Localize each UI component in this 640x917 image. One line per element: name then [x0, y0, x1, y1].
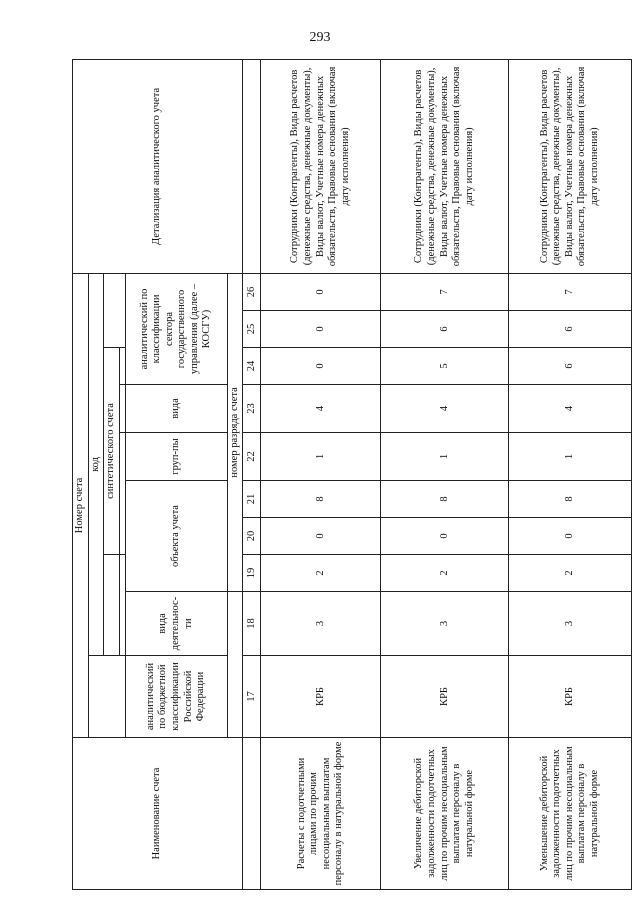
- row-value: 6: [509, 311, 632, 348]
- header-blank-cell: [88, 656, 125, 738]
- row-value: 0: [261, 273, 381, 310]
- table-row: [381, 59, 509, 889]
- header-synthetic: синтетического счета: [104, 348, 120, 555]
- row-account-name: Уменьшение дебиторской задолженности подотчетных лиц по прочим несоциальным выплатам персоналу в натуральной форме: [509, 738, 632, 890]
- header-account-name: Наименование счета: [73, 738, 243, 890]
- row-value: КРБ: [381, 656, 509, 738]
- row-value: 6: [509, 348, 632, 385]
- row-value: КРБ: [509, 656, 632, 738]
- column-number: 19: [243, 555, 261, 592]
- row-value: 2: [261, 555, 381, 592]
- row-value: 8: [509, 481, 632, 518]
- column-number: 26: [243, 273, 261, 310]
- header-digit-label: номер разряда счета: [227, 273, 243, 591]
- row-detail: Сотрудники (Контрагенты), Виды расчетов (денежные средства, денежные документы), Виды валют, Учетные номера денежных обязательств, Правовые основания (включая дату исполнения): [509, 59, 632, 273]
- row-value: КРБ: [261, 656, 381, 738]
- header-blank-cell: [104, 555, 120, 656]
- header-code: код: [88, 273, 104, 655]
- row-value: 7: [381, 273, 509, 310]
- row-account-name: Расчеты с подотчетными лицами по прочим несоциальным выплатам персоналу в натуральной форме: [261, 738, 381, 890]
- row-value: 3: [509, 592, 632, 656]
- row-value: 7: [509, 273, 632, 310]
- table-row: [261, 59, 381, 889]
- row-value: 1: [381, 433, 509, 481]
- header-blank-cell: [104, 59, 126, 347]
- column-number: 20: [243, 518, 261, 555]
- table-row: [509, 59, 632, 889]
- row-value: 2: [381, 555, 509, 592]
- row-value: 4: [381, 385, 509, 433]
- rotated-table-container: [72, 60, 632, 890]
- row-value: 0: [261, 311, 381, 348]
- column-number: 18: [243, 592, 261, 656]
- row-value: 0: [509, 518, 632, 555]
- row-value: 1: [509, 433, 632, 481]
- row-value: 8: [261, 481, 381, 518]
- column-number: 22: [243, 433, 261, 481]
- column-number: 24: [243, 348, 261, 385]
- row-value: 2: [509, 555, 632, 592]
- row-value: 4: [261, 385, 381, 433]
- page-number: 293: [309, 30, 331, 45]
- row-value: 5: [381, 348, 509, 385]
- row-detail: Сотрудники (Контрагенты), Виды расчетов (денежные средства, денежные документы), Виды валют, Учетные номера денежных обязательств, Правовые основания (включая дату исполнения): [261, 59, 381, 273]
- row-value: 4: [509, 385, 632, 433]
- column-number-blank: [243, 59, 261, 273]
- row-value: 1: [261, 433, 381, 481]
- header-detail: Детализация аналитического учета: [73, 59, 243, 273]
- row-value: 0: [381, 518, 509, 555]
- row-value: 3: [261, 592, 381, 656]
- header-blank-cell: [227, 592, 243, 738]
- row-detail: Сотрудники (Контрагенты), Виды расчетов (денежные средства, денежные документы), Виды валют, Учетные номера денежных обязательств, Правовые основания (включая дату исполнения): [381, 59, 509, 273]
- column-number: 21: [243, 481, 261, 518]
- column-number: 25: [243, 311, 261, 348]
- header-kind: вида: [125, 385, 227, 433]
- header-group: груп-пы: [125, 433, 227, 481]
- account-table: [72, 59, 632, 890]
- row-account-name: Увеличение дебиторской задолженности подотчетных лиц по прочим несоциальным выплатам персоналу в натуральной форме: [381, 738, 509, 890]
- header-analytic-bk: аналитический по бюджетной классификации Российской Федерации: [125, 656, 227, 738]
- header-activity-type: вида деятельнос-ти: [125, 592, 227, 656]
- header-kosgu: аналитический по классификации сектора государственного управления (далее – КОСГУ): [125, 273, 227, 384]
- row-value: 6: [381, 311, 509, 348]
- column-number: 17: [243, 656, 261, 738]
- column-number-blank: [243, 738, 261, 890]
- row-value: 8: [381, 481, 509, 518]
- row-value: 3: [381, 592, 509, 656]
- header-account-number: Номер счета: [73, 273, 89, 737]
- column-number: 23: [243, 385, 261, 433]
- header-accounting-object: объекта учета: [125, 481, 227, 592]
- row-value: 0: [261, 348, 381, 385]
- row-value: 0: [261, 518, 381, 555]
